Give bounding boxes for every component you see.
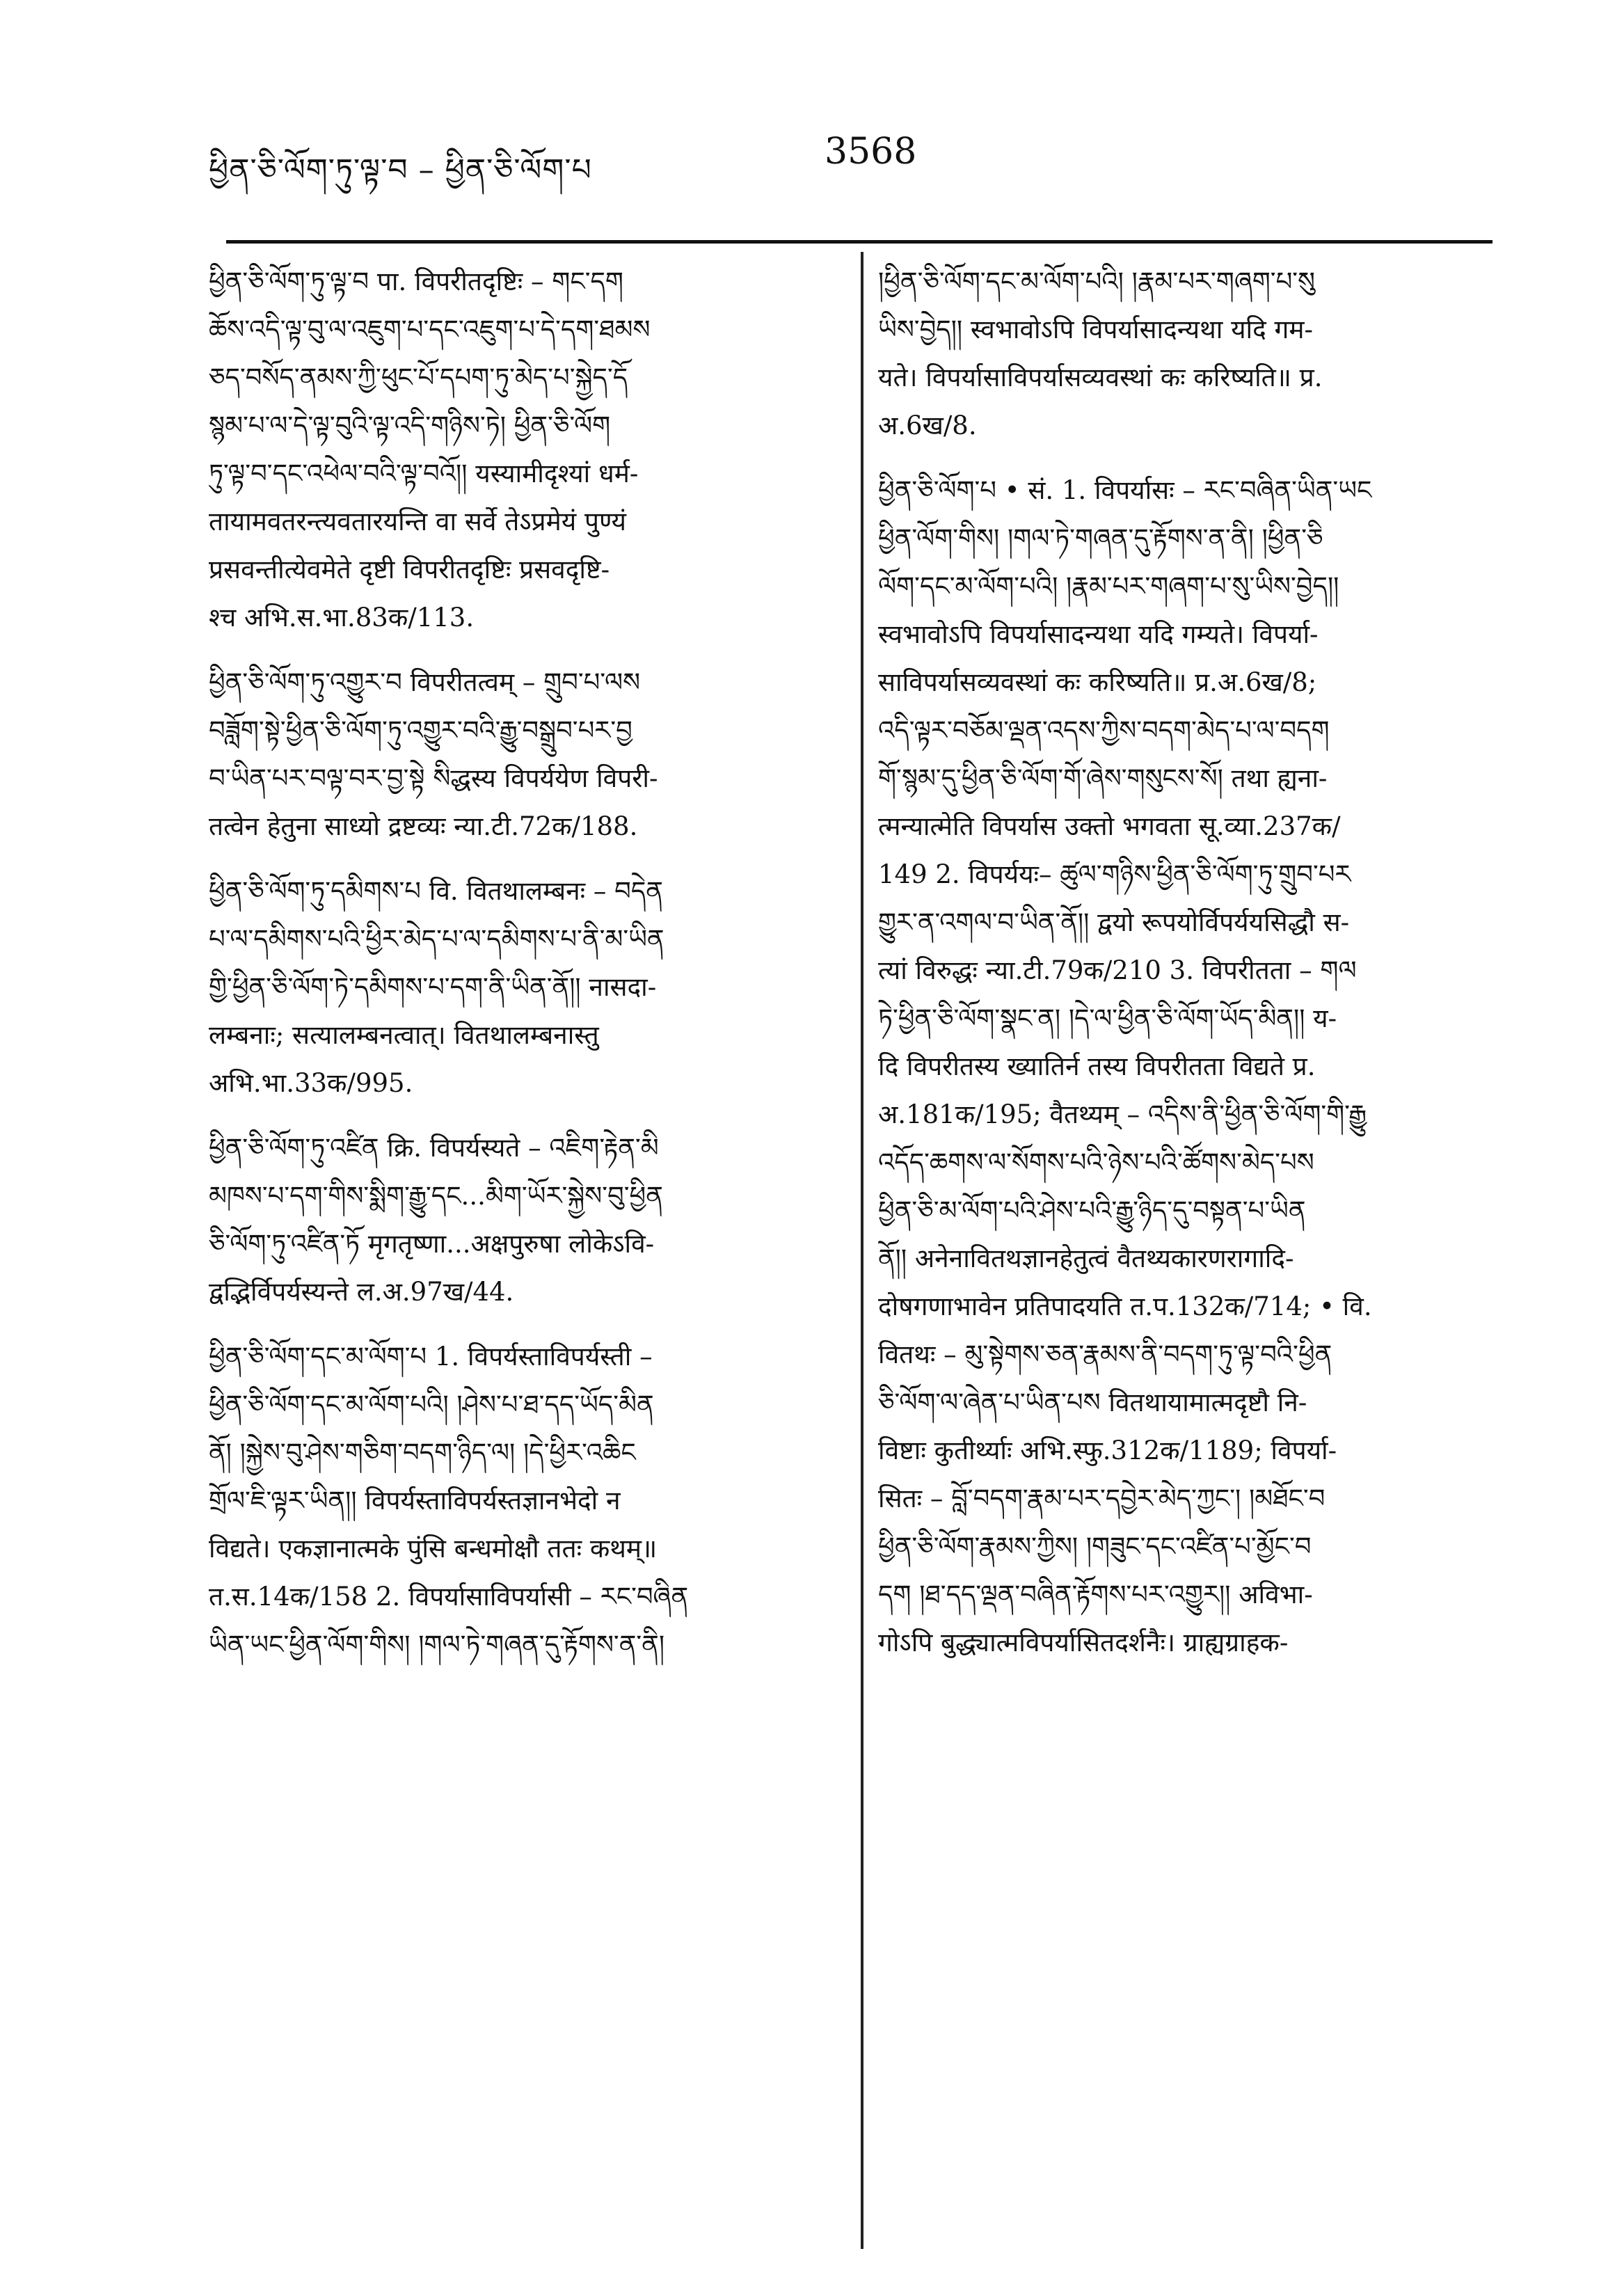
text-line: श्च अभि.स.भा.83क/113. bbox=[209, 603, 475, 633]
text-line: མཁས་པ་དག་གིས་སྨིག་རྒྱུ་དང...མིག་ཡོར་སྐྱེས་བུ་ཕྱིན bbox=[209, 1181, 663, 1211]
text-line: गोऽपि बुद्ध्यात्मविपर्यासितदर्शनैः। ग्राह्यग्राहक- bbox=[878, 1628, 1289, 1657]
text-line: ཕྱིན་ཅི་ལོག་ཏུ་དམིགས་པ वि. वितथालम्बनः – བདེན bbox=[209, 876, 663, 906]
text-line: ཕྱིན་ཅི་ལོག་དང་མ་ལོག་པའི། །ཤེས་པ་ཐ་དད་ཡོད་མིན bbox=[209, 1390, 654, 1420]
text-line: །ཕྱིན་ཅི་ལོག་དང་མ་ལོག་པའི། །རྣམ་པར་གཞག་པ་སུ bbox=[878, 267, 1316, 296]
text-line: तत्वेन हेतुना साध्यो द्रष्टव्यः न्या.टी.72क/188. bbox=[209, 811, 638, 841]
text-line: ཏེ་ཕྱིན་ཅི་ལོག་སྣང་ན། །དེ་ལ་ཕྱིན་ཅི་ལོག་ཡོད་མིན།། य- bbox=[878, 1003, 1337, 1033]
text-line: वितथः – མུ་སྟེགས་ཅན་རྣམས་ནི་བདག་ཏུ་ལྟ་བའི་ཕྱིན bbox=[878, 1339, 1332, 1369]
text-line: अ.181क/195; वैतथ्यम् – འདིས་ནི་ཕྱིན་ཅི་ལོག་གི་རྒྱུ bbox=[878, 1099, 1367, 1129]
text-line: ཕྱིན་ཅི་ལོག་ཏུ་འཛིན क्रि. विपर्यस्यते – འཇིག་རྟེན་མི bbox=[209, 1133, 659, 1163]
text-line: ཕྱིན་ཅི་ལོག་དང་མ་ལོག་པ 1. विपर्यस्ताविपर्यस्ती – bbox=[209, 1342, 653, 1371]
text-line: གྱུར་ན་འགལ་བ་ཡིན་ནོ།། द्वयो रूपयोर्विपर्ययसिद्धौ स- bbox=[878, 907, 1350, 937]
text-line: ཕྱིན་ཅི་ལོག་ཏུ་འགྱུར་བ विपरीतत्वम् – གྲུབ་པ་ལས bbox=[209, 667, 641, 697]
text-line: ཅད་བསོད་ནམས་ཀྱི་ཕུང་པོ་དཔག་ཏུ་མེད་པ་སྐྱེད་དོ bbox=[209, 363, 628, 392]
text-line: འདོད་ཆགས་ལ་སོགས་པའི་ཉེས་པའི་ཚོགས་མེད་པས bbox=[878, 1147, 1314, 1177]
text-line: सितः – བློ་བདག་རྣམ་པར་དབྱེར་མེད་ཀྱང་། །མཐོང་བ bbox=[878, 1484, 1326, 1513]
text-line: བ་ཡིན་པར་བལྟ་བར་བྱ་སྟེ སིद्धस्य विपर्ययेण विपरी- bbox=[209, 763, 658, 793]
page-number: 3568 bbox=[825, 131, 917, 173]
text-line: विष्टाः कुतीर्थ्याः अभि.स्फु.312क/1189; विपर्या- bbox=[878, 1436, 1337, 1465]
text-line: साविपर्यासव्यवस्थां कः करिष्यति॥ प्र.अ.6ख/8; bbox=[878, 667, 1317, 697]
text-line: འདི་ལྟར་བཅོམ་ལྡན་འདས་ཀྱིས་བདག་མེད་པ་ལ་བདག bbox=[878, 715, 1330, 745]
text-line: ཡིན་ཡང་ཕྱིན་ལོག་གིས། །གལ་ཏེ་གཞན་དུ་རྟོགས་ན་ནི། bbox=[209, 1630, 665, 1660]
text-line: སྙམ་པ་ལ་དེ་ལྟ་བུའི་ལྟ་འདི་གཉིས་ཏེ། ཕྱིན་ཅི་ལོག bbox=[209, 411, 611, 440]
text-line: ནོ།། अनेनावितथज्ञानहेतुत्वं वैतथ्यकारणरागादि- bbox=[878, 1243, 1294, 1273]
text-line: दि विपरीतस्य ख्यातिर्न तस्य विपरीतता विद्यते प्र. bbox=[878, 1051, 1316, 1081]
text-line: प्रसवन्तीत्येवमेते दृष्टी विपरीतदृष्टिः प्रसवदृष्टि- bbox=[209, 555, 610, 585]
header-rule bbox=[226, 240, 1492, 244]
text-line: द्वद्भिर्विपर्यस्यन्ते ल.अ.97ख/44. bbox=[209, 1277, 514, 1307]
header-entry-range: ཕྱིན་ཅི་ལོག་ཏུ་ལྟ་བ – ཕྱིན་ཅི་ལོག་པ bbox=[209, 152, 592, 188]
text-line: ནོ། །སྐྱེས་བུ་ཤེས་གཅིག་བདག་ཉིད་ལ། །དེ་ཕྱིར་འཆིང bbox=[209, 1438, 636, 1468]
text-line: གྲོལ་ཇི་ལྟར་ཡིན།། विपर्यस्ताविपर्यस्तज्ञानभेदो न bbox=[209, 1486, 621, 1516]
text-line: བཟློག་སྟེ་ཕྱིན་ཅི་ལོག་ཏུ་འགྱུར་བའི་རྒྱུ་བསྒྲུབ་པར་བྱ bbox=[209, 715, 632, 745]
text-line: དག །ཐ་དད་ལྡན་བཞིན་རྟོགས་པར་འགྱུར།། अविभा- bbox=[878, 1580, 1313, 1609]
text-line: स्वभावोऽपि विपर्यासादन्यथा यदि गम्यते। विपर्या- bbox=[878, 619, 1319, 649]
right-column bbox=[878, 257, 1504, 1667]
text-line: अभि.भा.33क/995. bbox=[209, 1068, 413, 1098]
text-line: ཕྱིན་ལོག་གིས། །གལ་ཏེ་གཞན་དུ་རྟོགས་ན་ནི། །ཕྱིན་ཅི bbox=[878, 523, 1323, 553]
text-line: ཅི་ལོག་ཏུ་འཛིན་ཏོ मृगतृष्णा...अक्षपुरुषा लोकेऽवि- bbox=[209, 1229, 655, 1259]
text-line: दोषगणाभावेन प्रतिपादयति त.प.132क/714; • वि. bbox=[878, 1291, 1372, 1321]
text-line: त्मन्यात्मेति विपर्यास उक्तो भगवता सू.व्या.237क/ bbox=[878, 811, 1341, 841]
text-line: ཆོས་འདི་ལྟ་བུ་ལ་འཇུག་པ་དང་འཇུག་པ་དེ་དག་ཐམས bbox=[209, 315, 651, 344]
text-line: त्यां विरुद्धः न्या.टी.79क/210 3. विपरीतता – གལ bbox=[878, 955, 1357, 985]
text-line: ཏུ་ལྟ་བ་དང་འཕེལ་བའི་ལྟ་བའོ།། यस्यामीदृश्यां धर्म- bbox=[209, 459, 639, 488]
text-line: यते। विपर्यासाविपर्यासव्यवस्थां कः करिष्यति॥ प्र. bbox=[878, 363, 1323, 392]
text-line: 149 2. विपर्ययः– ཚུལ་གཉིས་ཕྱིན་ཅི་ལོག་ཏུ་གྲུབ་པར bbox=[878, 859, 1351, 889]
text-line: པ་ལ་དམིགས་པའི་ཕྱིར་མེད་པ་ལ་དམིགས་པ་ནི་མ་ཡིན bbox=[209, 924, 664, 954]
text-line: ཕྱིན་ཅི་ལོག་ཏུ་ལྟ་བ पा. विपरीतदृष्टिः – གང་དག bbox=[209, 267, 623, 296]
text-line: གོ་སྙམ་དུ་ཕྱིན་ཅི་ལོག་གོ་ཞེས་གསུངས་སོ། तथा ह्यना- bbox=[878, 763, 1328, 793]
column-divider bbox=[861, 252, 863, 2249]
text-line: अ.6ख/8. bbox=[878, 411, 977, 440]
left-column bbox=[209, 257, 835, 1669]
text-line: ལོག་དང་མ་ལོག་པའི། །རྣམ་པར་གཞག་པ་སུ་ཡིས་བྱེད།། bbox=[878, 571, 1339, 601]
text-line: ཡིས་བྱེད།། स्वभावोऽपि विपर्यासादन्यथा यदि गम- bbox=[878, 315, 1313, 344]
text-line: विद्यते। एकज्ञानात्मके पुंसि बन्धमोक्षौ ततः कथम्॥ bbox=[209, 1534, 658, 1564]
text-line: ཕྱིན་ཅི་ལོག་པ • सं. 1. विपर्यासः – རང་བཞིན་ཡིན་ཡང bbox=[878, 475, 1372, 505]
text-line: लम्बनाः; सत्यालम्बनत्वात्। वितथालम्बनास्तु bbox=[209, 1020, 599, 1050]
text-line: ཅི་ལོག་ལ་ཞེན་པ་ཡིན་པས वितथायामात्मदृष्टौ नि- bbox=[878, 1387, 1307, 1417]
text-line: ཕྱིན་ཅི་ལོག་རྣམས་ཀྱིས། །གཟུང་དང་འཛིན་པ་མྱོང་བ bbox=[878, 1532, 1312, 1561]
text-line: གྱི་ཕྱིན་ཅི་ལོག་ཏེ་དམིགས་པ་དག་ནི་ཡིན་ནོ།། नासदा- bbox=[209, 972, 657, 1002]
text-line: ཕྱིན་ཅི་མ་ལོག་པའི་ཤེས་པའི་རྒྱུ་ཉིད་དུ་བསྟན་པ་ཡིན bbox=[878, 1195, 1306, 1225]
text-line: त.स.14क/158 2. विपर्यासाविपर्यासी – རང་བཞིན bbox=[209, 1582, 689, 1612]
text-line: तायामवतरन्त्यवतारयन्ति वा सर्वे तेऽप्रमेयं पुण्यं bbox=[209, 507, 627, 536]
